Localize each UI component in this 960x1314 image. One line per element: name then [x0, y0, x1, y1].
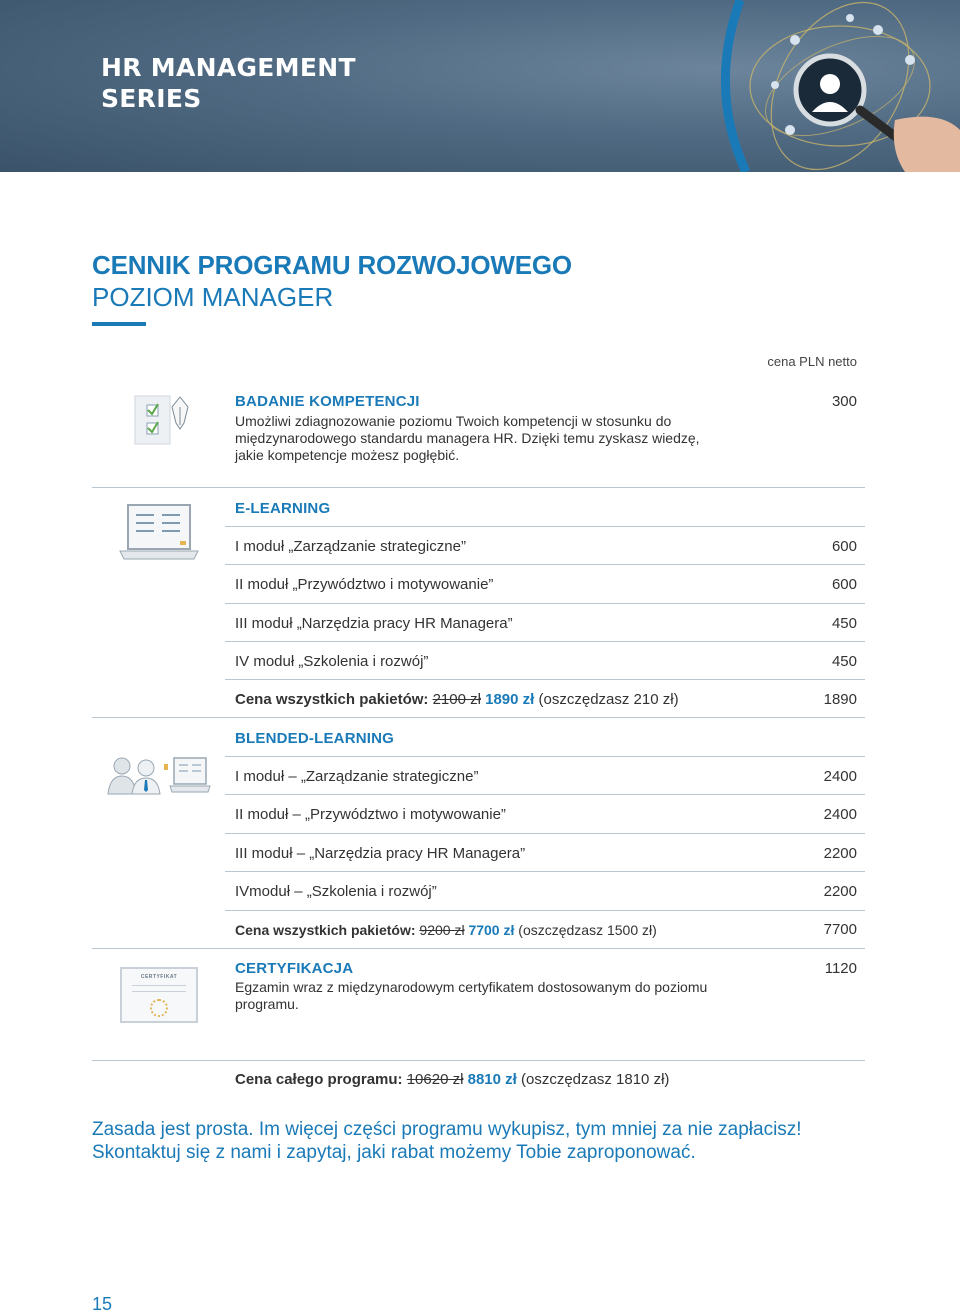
elearning-row-price: 600 — [831, 538, 857, 555]
divider — [92, 487, 865, 488]
price-note: cena PLN netto — [767, 354, 857, 369]
divider — [92, 717, 865, 718]
page-subtitle: POZIOM MANAGER — [92, 282, 334, 312]
divider — [225, 641, 865, 642]
certificate-icon — [120, 967, 198, 1023]
blended-total-new: 7700 zł — [468, 922, 515, 938]
elearning-row-label: III moduł „Narzędzia pracy HR Managera” — [235, 615, 513, 632]
divider — [92, 1060, 865, 1061]
elearning-title: E-LEARNING — [235, 500, 331, 517]
certyfikacja-description: Egzamin wraz z międzynarodowym certyfikatem dostosowanym do poziomu programu. — [235, 979, 708, 1012]
blended-title: BLENDED-LEARNING — [235, 730, 395, 747]
program-total-new: 8810 zł — [467, 1071, 517, 1088]
elearning-total-old: 2100 zł — [432, 691, 481, 708]
elearning-row-label: II moduł „Przywództwo i motywowanie” — [235, 576, 494, 593]
divider — [225, 794, 865, 795]
blended-row-price: 2400 — [823, 806, 857, 823]
blended-total-savings: (oszczędzasz 1500 zł) — [518, 922, 657, 938]
divider — [225, 833, 865, 834]
page-title: CENNIK PROGRAMU ROZWOJOWEGO — [92, 250, 572, 280]
blended-total-label: Cena wszystkich pakietów: — [235, 922, 416, 938]
divider — [225, 756, 865, 757]
badanie-title: BADANIE KOMPETENCJI — [235, 393, 420, 410]
closing-line1: Zasada jest prosta. Im więcej części programu wykupisz, tym mniej za nie zapłacisz! — [92, 1119, 802, 1140]
magnifier-network-icon — [700, 0, 960, 172]
people-laptop-icon — [106, 754, 212, 796]
blended-row-price: 2200 — [823, 845, 857, 862]
divider — [225, 679, 865, 680]
elearning-total-price: 1890 — [823, 691, 857, 708]
blended-row-label: II moduł – „Przywództwo i motywowanie” — [235, 806, 506, 823]
divider — [225, 603, 865, 604]
badanie-description: Umożliwi zdiagnozowanie poziomu Twoich kompetencji w stosunku do międzynarodowego standardu managera HR. Dzięki temu zyskasz wiedzę, jakie kompetencje możesz pogłębić. — [235, 413, 700, 463]
divider — [225, 526, 865, 527]
elearning-total-new: 1890 zł — [485, 691, 535, 708]
elearning-row-label: I moduł „Zarządzanie strategiczne” — [235, 538, 466, 555]
banner-title — [101, 52, 401, 114]
divider — [225, 910, 865, 911]
certyfikacja-title: CERTYFIKACJA — [235, 960, 354, 977]
elearning-total-label: Cena wszystkich pakietów: — [235, 691, 429, 708]
badanie-price: 300 — [831, 393, 857, 410]
blended-row-price: 2400 — [823, 768, 857, 785]
divider — [225, 564, 865, 565]
divider — [92, 948, 865, 949]
blended-total-old: 9200 zł — [419, 922, 465, 938]
banner-title-line2: SERIES — [101, 84, 202, 113]
header-banner — [0, 0, 960, 172]
program-total — [235, 1071, 669, 1088]
certyfikacja-price: 1120 — [824, 960, 857, 977]
program-total-savings: (oszczędzasz 1810 zł) — [521, 1071, 670, 1088]
blended-row-label: III moduł – „Narzędzia pracy HR Managera” — [235, 845, 526, 862]
elearning-row-price: 600 — [831, 576, 857, 593]
page-number: 15 — [92, 1294, 113, 1314]
elearning-row-price: 450 — [831, 653, 857, 670]
blended-total — [235, 922, 657, 938]
blended-row-label: I moduł – „Zarządzanie strategiczne” — [235, 768, 479, 785]
divider — [225, 871, 865, 872]
program-total-label: Cena całego programu: — [235, 1071, 403, 1088]
program-total-old: 10620 zł — [406, 1071, 464, 1088]
closing-line2: Skontaktuj się z nami i zapytaj, jaki rabat możemy Tobie zaproponować. — [92, 1142, 696, 1163]
heading-underline — [92, 322, 146, 326]
elearning-total — [235, 691, 679, 708]
certificate-icon-label: CERTYFIKAT — [140, 974, 178, 980]
blended-total-price: 7700 — [823, 921, 857, 938]
laptop-icon — [118, 503, 200, 563]
blended-row-label: IVmoduł – „Szkolenia i rozwój” — [235, 883, 437, 900]
elearning-row-label: IV moduł „Szkolenia i rozwój” — [235, 653, 429, 670]
elearning-total-savings: (oszczędzasz 210 zł) — [538, 691, 679, 708]
blended-row-price: 2200 — [823, 883, 857, 900]
elearning-row-price: 450 — [831, 615, 857, 632]
checklist-pen-icon — [134, 395, 194, 445]
banner-title-line1: HR MANAGEMENT — [101, 53, 356, 82]
